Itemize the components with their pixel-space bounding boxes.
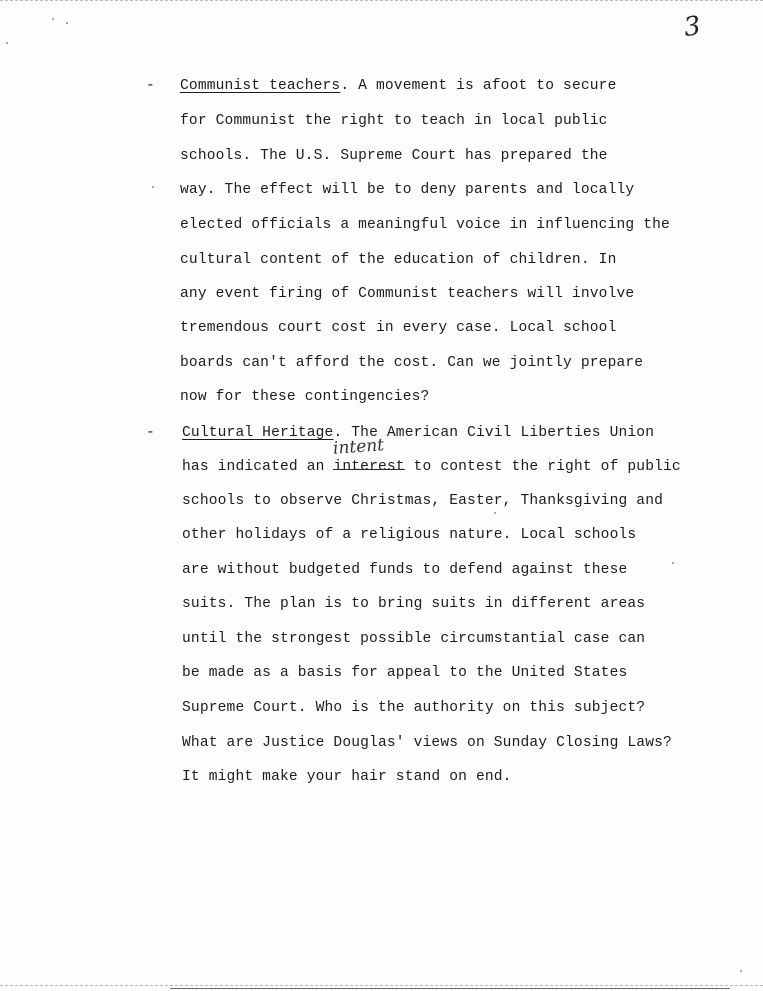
line-prefix: has indicated an (182, 459, 334, 475)
paragraph-line: now for these contingencies? (180, 389, 430, 405)
paragraph-line: elected officials a meaningful voice in influencing the (180, 217, 670, 233)
paragraph-line: until the strongest possible circumstantial case can (182, 631, 646, 647)
handwritten-correction: intent (332, 435, 385, 459)
scan-speck (740, 970, 742, 972)
struck-word (333, 459, 404, 475)
section-heading: Cultural Heritage (182, 425, 334, 441)
paragraph-line: What are Justice Douglas' views on Sunday Closing Laws? (182, 735, 672, 751)
paragraph-line: boards can't afford the cost. Can we jointly prepare (180, 355, 644, 371)
strike-through-mark (333, 469, 404, 470)
scan-speck (52, 18, 54, 20)
paragraph-line: for Communist the right to teach in local public (180, 113, 608, 129)
paragraph-line: cultural content of the education of children. In (180, 252, 617, 268)
paragraph-line: any event firing of Communist teachers will involve (180, 286, 635, 302)
bottom-rule (170, 988, 730, 989)
paragraph-line: It might make your hair stand on end. (182, 769, 512, 785)
scan-speck (494, 512, 496, 514)
section-bullet: - (146, 78, 155, 94)
scan-speck (672, 562, 674, 564)
line-suffix: to contest the right of public (404, 459, 681, 475)
paragraph-line: suits. The plan is to bring suits in different areas (182, 596, 646, 612)
paragraph-line: Supreme Court. Who is the authority on this subject? (182, 700, 646, 716)
paragraph-line: are without budgeted funds to defend against these (182, 562, 628, 578)
section-first-line (182, 423, 654, 443)
paragraph-line: schools to observe Christmas, Easter, Thanksgiving and (182, 493, 664, 509)
paragraph-line: way. The effect will be to deny parents and locally (180, 182, 635, 198)
section-text: . The American Civil Liberties Union (333, 425, 655, 441)
struck-text: interest (333, 459, 405, 475)
page-number: 3 (681, 10, 703, 44)
section-first-line (180, 76, 616, 96)
paragraph-line: be made as a basis for appeal to the United States (182, 665, 628, 681)
paragraph-line: tremendous court cost in every case. Local school (180, 320, 617, 336)
scan-speck (6, 42, 8, 44)
paragraph-line (182, 457, 681, 477)
section-bullet: - (146, 425, 155, 441)
paragraph-line: schools. The U.S. Supreme Court has prepared the (180, 148, 608, 164)
scan-speck (66, 22, 68, 24)
paragraph-line: other holidays of a religious nature. Local schools (182, 527, 637, 543)
top-page-edge (0, 0, 763, 7)
scan-speck (152, 186, 154, 188)
section-text: . A movement is afoot to secure (340, 78, 617, 94)
section-heading: Communist teachers (180, 78, 341, 94)
